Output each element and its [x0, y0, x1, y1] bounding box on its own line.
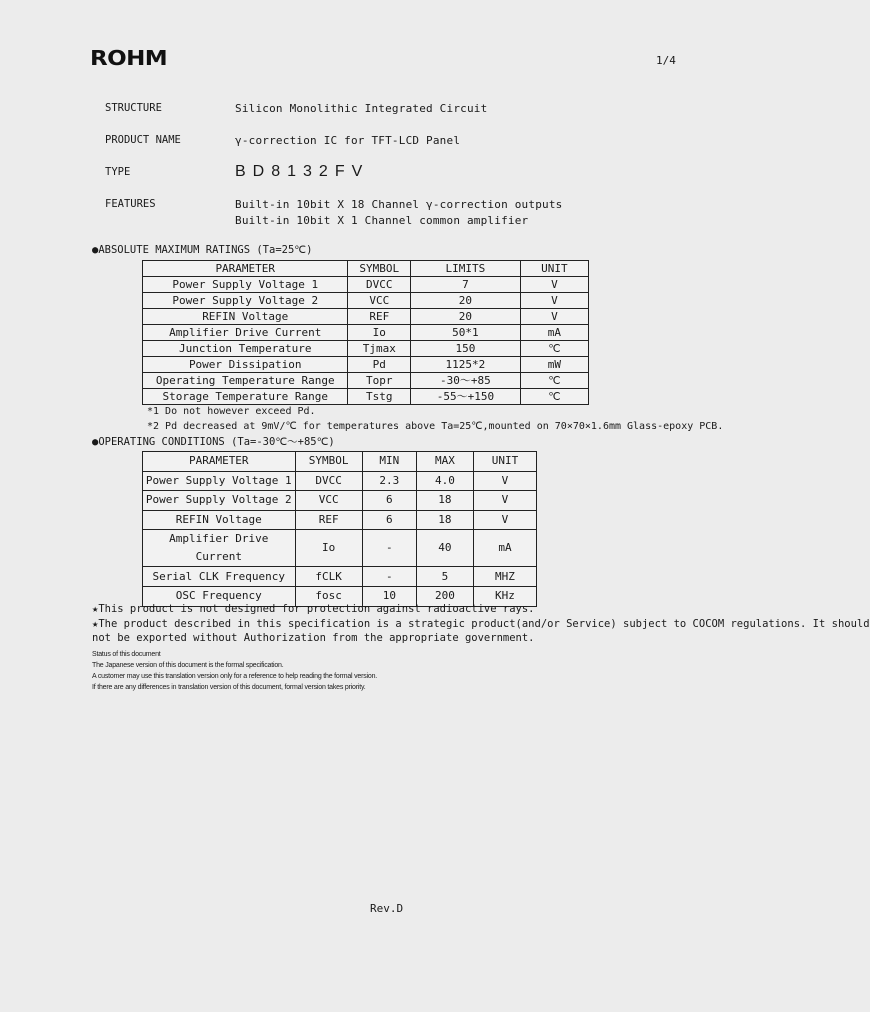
structure-label: STRUCTURE: [105, 102, 162, 114]
cell: KHz: [473, 586, 536, 606]
cell: REFIN Voltage: [143, 309, 348, 325]
table-header-row: [143, 261, 589, 277]
product-name-label: PRODUCT NAME: [105, 134, 181, 146]
cell: Junction Temperature: [143, 341, 348, 357]
table-row: [143, 325, 589, 341]
cell: Amplifier Drive Current: [143, 530, 296, 567]
cell: ℃: [520, 389, 588, 405]
col-header: PARAMETER: [143, 452, 296, 472]
cell: MHZ: [473, 567, 536, 587]
rohm-logo: ROHM: [90, 46, 168, 70]
cell: Power Supply Voltage 2: [143, 491, 296, 511]
table-row: [143, 293, 589, 309]
cell: mA: [520, 325, 588, 341]
cell: -: [362, 530, 416, 567]
col-header: UNIT: [520, 261, 588, 277]
cell: -: [362, 567, 416, 587]
cell: mA: [473, 530, 536, 567]
table-row: [143, 373, 589, 389]
cell: 20: [411, 309, 521, 325]
table-row: [143, 510, 537, 530]
col-header: SYMBOL: [348, 261, 411, 277]
table-row: [143, 389, 589, 405]
cell: Tjmax: [348, 341, 411, 357]
cell: 18: [416, 491, 473, 511]
revision-label: Rev.D: [370, 902, 404, 915]
col-header: MIN: [362, 452, 416, 472]
cell: ℃: [520, 373, 588, 389]
cell: 150: [411, 341, 521, 357]
cell: DVCC: [295, 471, 362, 491]
cell: VCC: [348, 293, 411, 309]
cell: Power Supply Voltage 1: [143, 277, 348, 293]
op-cond-title: ●OPERATING CONDITIONS (Ta=-30℃～+85℃): [92, 436, 335, 448]
cell: OSC Frequency: [143, 586, 296, 606]
cell: VCC: [295, 491, 362, 511]
cell: Power Dissipation: [143, 357, 348, 373]
cell: -30～+85: [411, 373, 521, 389]
table-row: [143, 567, 537, 587]
abs-max-title: ●ABSOLUTE MAXIMUM RATINGS (Ta=25℃): [92, 244, 313, 256]
table-row: [143, 309, 589, 325]
notice-radiation: ★This product is not designed for protection against radioactive rays.: [92, 603, 535, 615]
status-heading: Status of this document: [92, 651, 161, 658]
table-header-row: [143, 452, 537, 472]
features-label: FEATURES: [105, 198, 156, 210]
col-header: UNIT: [473, 452, 536, 472]
type-label: TYPE: [105, 166, 131, 178]
footnote-1: *1 Do not however exceed Pd.: [147, 406, 316, 417]
cell: 5: [416, 567, 473, 587]
type-value: BD8132FV: [235, 163, 370, 180]
cell: 6: [362, 491, 416, 511]
footnote-2: *2 Pd decreased at 9mV/℃ for temperatures above Ta=25℃,mounted on 70×70×1.6mm Glass-epoxy PCB.: [147, 421, 724, 432]
cell: 2.3: [362, 471, 416, 491]
cell: REF: [348, 309, 411, 325]
table-row: [143, 491, 537, 511]
cell: Io: [295, 530, 362, 567]
cell: V: [520, 309, 588, 325]
cell: V: [473, 510, 536, 530]
cell: V: [473, 491, 536, 511]
features-value-2: Built-in 10bit X 1 Channel common amplifier: [235, 214, 529, 227]
cell: 1125*2: [411, 357, 521, 373]
cell: ℃: [520, 341, 588, 357]
cell: V: [520, 293, 588, 309]
cell: Operating Temperature Range: [143, 373, 348, 389]
col-header: LIMITS: [411, 261, 521, 277]
table-row: [143, 357, 589, 373]
cell: Serial CLK Frequency: [143, 567, 296, 587]
cell: 10: [362, 586, 416, 606]
notice-cocom: ★The product described in this specification is a strategic product(and/or Service) subject to COCOM regulations. It should: [92, 618, 870, 630]
cell: Tstg: [348, 389, 411, 405]
col-header: PARAMETER: [143, 261, 348, 277]
cell: 20: [411, 293, 521, 309]
status-line-2: A customer may use this translation version only for a reference to help reading the formal version.: [92, 673, 378, 680]
table-row: [143, 471, 537, 491]
cell: 200: [416, 586, 473, 606]
page-number: 1/4: [656, 54, 676, 67]
cell: 40: [416, 530, 473, 567]
cell: Power Supply Voltage 1: [143, 471, 296, 491]
cell: 7: [411, 277, 521, 293]
structure-value: Silicon Monolithic Integrated Circuit: [235, 102, 488, 115]
status-line-3: If there are any differences in translation version of this document, formal version takes priority.: [92, 684, 366, 691]
cell: 4.0: [416, 471, 473, 491]
cell: Power Supply Voltage 2: [143, 293, 348, 309]
abs-max-table: [142, 260, 589, 405]
cell: REF: [295, 510, 362, 530]
cell: Storage Temperature Range: [143, 389, 348, 405]
cell: V: [473, 471, 536, 491]
op-cond-table: [142, 451, 537, 607]
cell: DVCC: [348, 277, 411, 293]
features-value-1: Built-in 10bit X 18 Channel γ-correction outputs: [235, 198, 563, 211]
cell: -55～+150: [411, 389, 521, 405]
cell: Topr: [348, 373, 411, 389]
cell: Pd: [348, 357, 411, 373]
cell: 50*1: [411, 325, 521, 341]
product-name-value: γ-correction IC for TFT-LCD Panel: [235, 134, 461, 147]
cell: Amplifier Drive Current: [143, 325, 348, 341]
cell: REFIN Voltage: [143, 510, 296, 530]
cell: mW: [520, 357, 588, 373]
table-row: [143, 530, 537, 567]
cell: 18: [416, 510, 473, 530]
cell: V: [520, 277, 588, 293]
notice-export: not be exported without Authorization from the appropriate government.: [92, 632, 535, 644]
col-header: SYMBOL: [295, 452, 362, 472]
table-row: [143, 277, 589, 293]
table-row: [143, 341, 589, 357]
col-header: MAX: [416, 452, 473, 472]
cell: 6: [362, 510, 416, 530]
cell: fCLK: [295, 567, 362, 587]
cell: fosc: [295, 586, 362, 606]
status-line-1: The Japanese version of this document is the formal specification.: [92, 662, 284, 669]
cell: Io: [348, 325, 411, 341]
